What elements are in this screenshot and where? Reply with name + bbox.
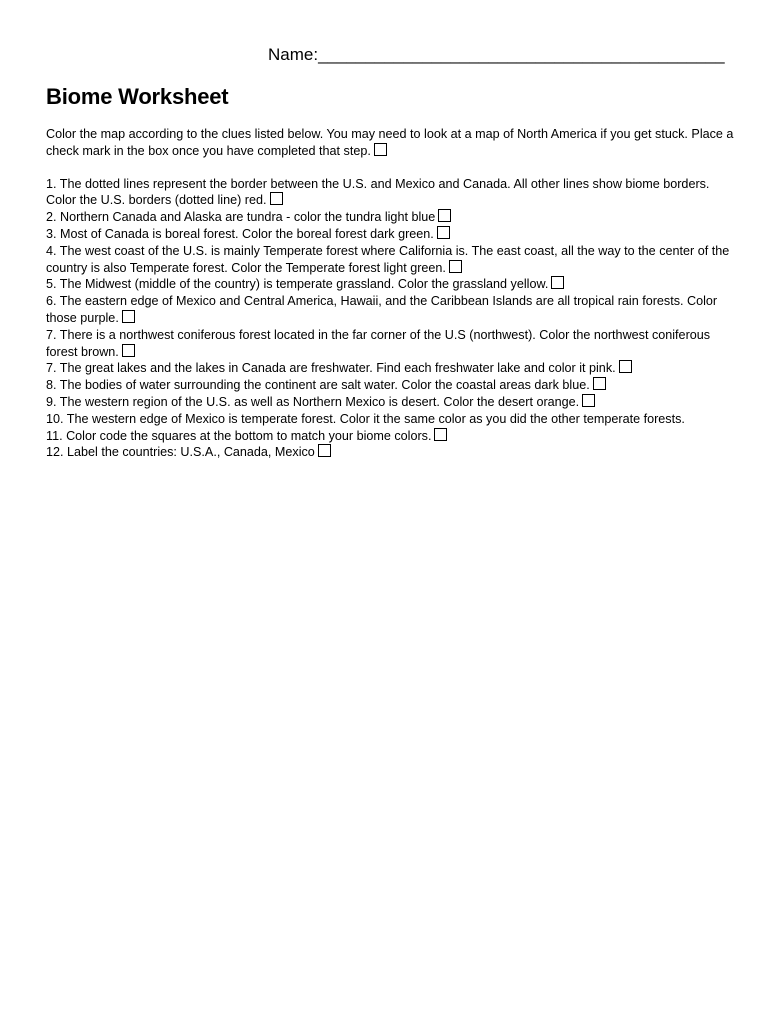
- step-checkbox-8[interactable]: [593, 377, 606, 390]
- step-text: 2. Northern Canada and Alaska are tundra - color the tundra light blue: [46, 210, 436, 225]
- step-text: 10. The western edge of Mexico is temperate forest. Color it the same color as you did the other temperate forests.: [46, 411, 685, 426]
- step-text: 5. The Midwest (middle of the country) is temperate grassland. Color the grassland yellow.: [46, 277, 549, 292]
- step-checkbox-4[interactable]: [449, 260, 462, 273]
- intro-text: Color the map according to the clues listed below. You may need to look at a map of North America if you get stuck. Place a check mark in the box once you have completed that step.: [46, 127, 734, 158]
- step-text: 6. The eastern edge of Mexico and Central America, Hawaii, and the Caribbean Islands are all tropical rain forests. Color those purple.: [46, 294, 718, 325]
- step-item-7b: [46, 360, 736, 377]
- worksheet-title: Biome Worksheet: [46, 84, 229, 109]
- name-field-label: Name:___________________________________________: [268, 45, 725, 64]
- step-item-8: [46, 377, 736, 394]
- step-item-7: [46, 327, 736, 361]
- step-text: 8. The bodies of water surrounding the continent are salt water. Color the coastal areas dark blue.: [46, 378, 590, 393]
- intro-checkbox[interactable]: [374, 143, 387, 156]
- step-checkbox-5[interactable]: [551, 276, 564, 289]
- step-checkbox-7[interactable]: [122, 344, 135, 357]
- step-text: 1. The dotted lines represent the border between the U.S. and Mexico and Canada. All other lines show biome borders. Color the U.S. borders (dotted line) red.: [46, 176, 710, 208]
- step-checkbox-6[interactable]: [122, 310, 135, 323]
- worksheet-body: [46, 126, 736, 461]
- step-checkbox-1[interactable]: [270, 192, 283, 205]
- step-item-4: [46, 243, 736, 277]
- step-item-9: [46, 394, 736, 411]
- step-item-2: [46, 209, 736, 226]
- step-text: 12. Label the countries: U.S.A., Canada, Mexico: [46, 445, 315, 460]
- step-checkbox-12[interactable]: [318, 444, 331, 457]
- step-text: 3. Most of Canada is boreal forest. Color the boreal forest dark green.: [46, 226, 434, 241]
- step-item-3: [46, 226, 736, 243]
- step-item-10: [46, 411, 736, 428]
- step-item-11: [46, 428, 736, 445]
- step-item-5: [46, 276, 736, 293]
- step-checkbox-3[interactable]: [437, 226, 450, 239]
- step-checkbox-9[interactable]: [582, 394, 595, 407]
- step-text: 11. Color code the squares at the bottom to match your biome colors.: [46, 428, 432, 443]
- step-item-6: [46, 293, 736, 327]
- step-checkbox-11[interactable]: [434, 428, 447, 441]
- step-text: 7. There is a northwest coniferous forest located in the far corner of the U.S (northwest). Color the northwest coniferous forest brown.: [46, 327, 711, 359]
- step-checkbox-2[interactable]: [438, 209, 451, 222]
- step-text: 9. The western region of the U.S. as well as Northern Mexico is desert. Color the desert orange.: [46, 394, 580, 409]
- step-item-12: [46, 444, 736, 461]
- step-item-1: [46, 176, 736, 210]
- intro-paragraph: [46, 126, 736, 160]
- step-text: 4. The west coast of the U.S. is mainly Temperate forest where California is. The east coast, all the way to the center of the country is also Temperate forest. Color the Temperate forest light green.: [46, 243, 730, 275]
- step-text: 7. The great lakes and the lakes in Canada are freshwater. Find each freshwater lake and color it pink.: [46, 361, 616, 376]
- step-checkbox-7b[interactable]: [619, 360, 632, 373]
